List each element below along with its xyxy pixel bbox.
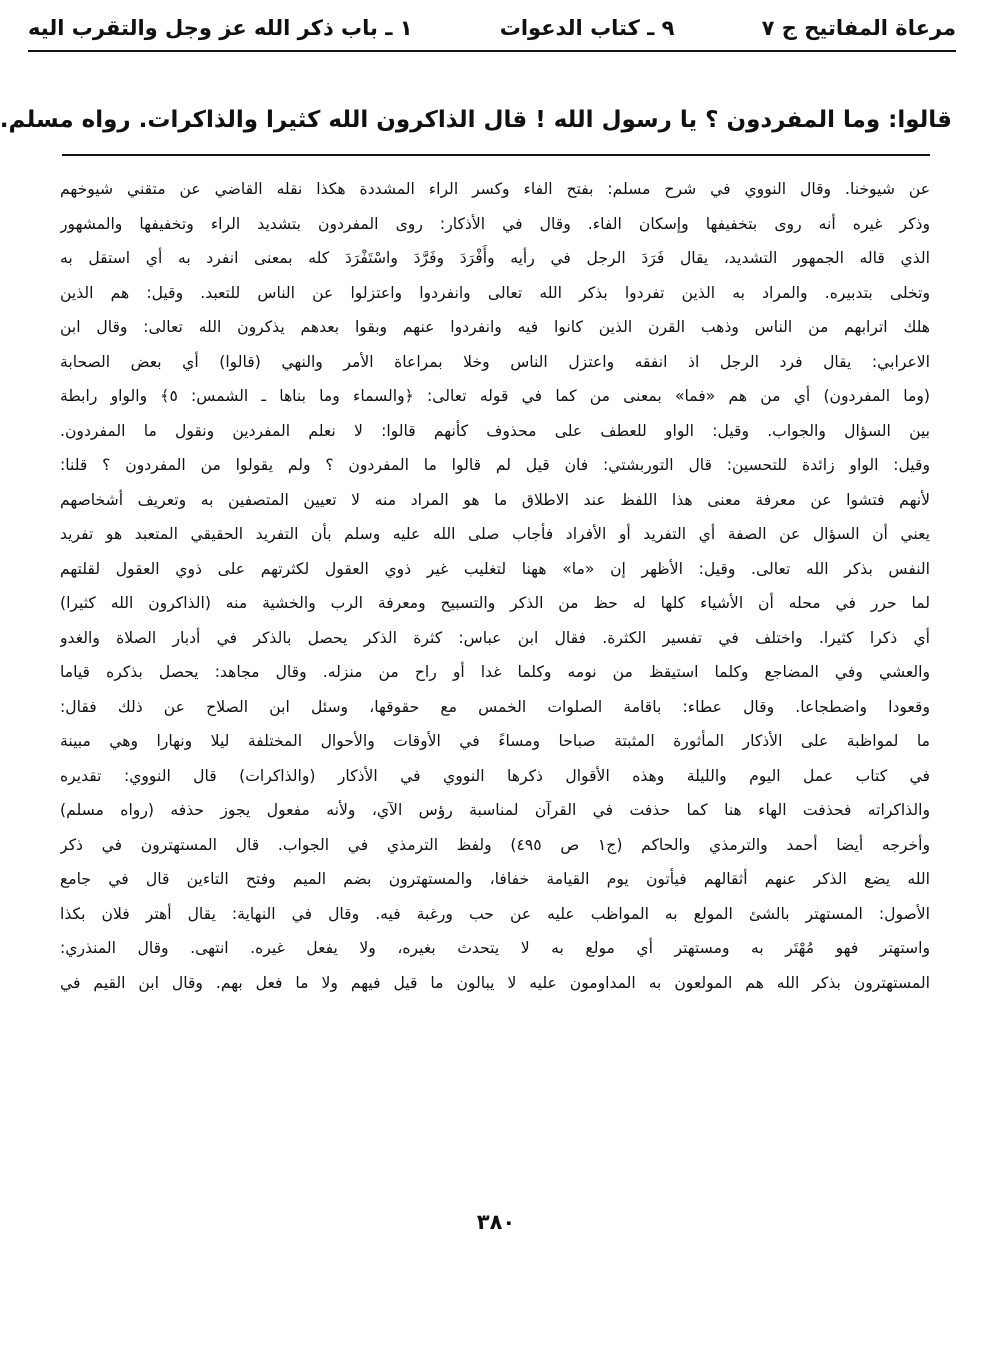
- header-divider: [28, 50, 956, 52]
- commentary-line: ما لمواظبة على الأذكار المأثورة المثبتة صباحا ومساءً في الأوقات والأحوال المختلفة ليلا ونهارا وهي مبينة: [60, 732, 930, 750]
- commentary-line: والعشي وفي المضاجع وكلما استيقظ من نومه وكلما غدا أو راح من منزله. وقال مجاهد: يحصل بذكره قياما: [60, 663, 930, 681]
- commentary-line: يعني أن السؤال عن الصفة أي التفريد أو الأفراد فأجاب صلى الله عليه وسلم بأن التفريد الحقيقي المتعبد هو تفريد: [60, 525, 930, 543]
- commentary-line: لأنهم فتشوا عن معرفة معنى هذا اللفظ عند الاطلاق ما هو المراد منه لا تعيين المتصفين به وتعريف أشخاصهم: [60, 490, 930, 509]
- book-title: مرعاة المفاتيح ج ٧: [761, 16, 956, 40]
- commentary-line: أي ذكرا كثيرا. واختلف في تفسير الكثرة. فقال ابن عباس: كثرة الذكر يحصل بالذكر في أدبار الصلاة والغدو: [60, 628, 930, 647]
- commentary-line: الاعرابي: يقال فرد الرجل اذ انفقه واعتزل الناس وخلا بمراعاة الأمر والنهي (قالوا) أي بعض الصحابة: [60, 352, 930, 371]
- hadith-text: قالوا: وما المفردون ؟ يا رسول الله ! قال الذاكرون الله كثيرا والذاكرات. رواه مسلم.: [0, 107, 952, 133]
- commentary-line: لما حرر في محله أن الأشياء كلها له حظ من الذكر والتسبيح ومعرفة الرب والخشية منه (الذاكرون الله كثيرا): [60, 594, 930, 612]
- commentary-line: الذي قاله الجمهور التشديد، يقال فَرَدَ الرجل في رأيه وأَفْرَدَ وفَرَّدَ واسْتَفْرَدَ كله بمعنى انفرد به أي استقل به: [60, 249, 930, 267]
- commentary-line: الله يضع الذكر عنهم أثقالهم فيأتون يوم القيامة خفافا، والمستهترون بضم الميم وفتح التاءين قال في جامع: [60, 870, 930, 888]
- commentary-line: وقعودا واضطجاعا. وقال عطاء: باقامة الصلوات الخمس مع حقوقها، وسئل ابن الصلاح عن ذلك فقال:: [60, 697, 930, 716]
- page-number: ٣٨٠: [476, 1210, 516, 1234]
- commentary-line: واستهتر فهو مُهْتَر به ومستهتر أي مولع به لا يتحدث بغيره، ولا يفعل غيره. انتهى. وقال المنذري:: [60, 939, 930, 957]
- section-title: ١ ـ باب ذكر الله عز وجل والتقرب اليه: [28, 16, 413, 40]
- commentary-line: وأخرجه أيضا أحمد والترمذي والحاكم (ج١ ص ٤٩٥) ولفظ الترمذي في الجواب. قال المستهترون في ذكر: [60, 835, 930, 854]
- commentary-line: المستهترون بذكر الله هم المولعون به المداومون عليه لا يبالون ما قيل فيهم ولا ما فعل بهم. وقال ابن القيم في: [60, 973, 930, 992]
- commentary-line: وقيل: الواو زائدة للتحسين: قال التوربشتي: فان قيل لم قالوا ما المفردون ؟ ولم يقولوا من المفردون ؟ قلنا:: [60, 456, 930, 474]
- commentary-line: هلك اترابهم من الناس وذهب القرن الذين كانوا فيه وانفردوا عنهم وبقوا بعدهم يذكرون الله تعالى: وقال ابن: [60, 318, 930, 336]
- commentary-line: عن شيوخنا. وقال النووي في شرح مسلم: بفتح الفاء وكسر الراء المشددة هكذا نقله القاضي عن متقني شيوخهم: [60, 180, 930, 198]
- commentary-line: والذاكراته فحذفت الهاء هنا كما حذفت في القرآن لمناسبة رؤس الآي، ولأنه مفعول يجوز حذفه (رواه مسلم): [60, 801, 930, 819]
- commentary-line: (وما المفردون) أي من هم «فما» بمعنى من كما في قوله تعالى: ﴿والسماء وما بناها ـ الشمس: ٥﴾ والواو رابطة: [60, 387, 930, 405]
- running-header: [28, 8, 956, 48]
- commentary-body: [60, 172, 930, 1000]
- commentary-line: وتخلى بتدبيره. والمراد به الذين تفردوا بذكر الله تعالى وانفردوا واعتزلوا عن الناس للتعبد. وقيل: هم الذين: [60, 283, 930, 302]
- commentary-line: النفس بذكر الله تعالى. وقيل: الأظهر إن «ما» ههنا لتغليب غير ذوي العقول لكثرتهم على ذوي العقول لقلتهم: [60, 559, 930, 578]
- commentary-line: الأصول: المستهتر بالشئ المولع به المواظب عليه عن حب ورغبة فيه. وقال في النهاية: يقال أهتر فلان بكذا: [60, 904, 930, 923]
- hadith-divider: [62, 154, 930, 156]
- chapter-title: ٩ ـ كتاب الدعوات: [499, 16, 675, 40]
- commentary-line: في كتاب عمل اليوم والليلة وهذه الأقوال ذكرها النووي في الأذكار (والذاكرات) قال النووي: تقديره: [60, 766, 930, 785]
- commentary-line: وذكر غيره أنه روى بتخفيفها وإسكان الفاء. وقال في الأذكار: روى المفردون بتشديد الراء وتخفيفها والمشهور: [60, 214, 930, 233]
- commentary-line: بين السؤال والجواب. وقيل: الواو للعطف على محذوف كأنهم قالوا: لا نعلم المفردين ونقول ما المفردون.: [60, 421, 930, 440]
